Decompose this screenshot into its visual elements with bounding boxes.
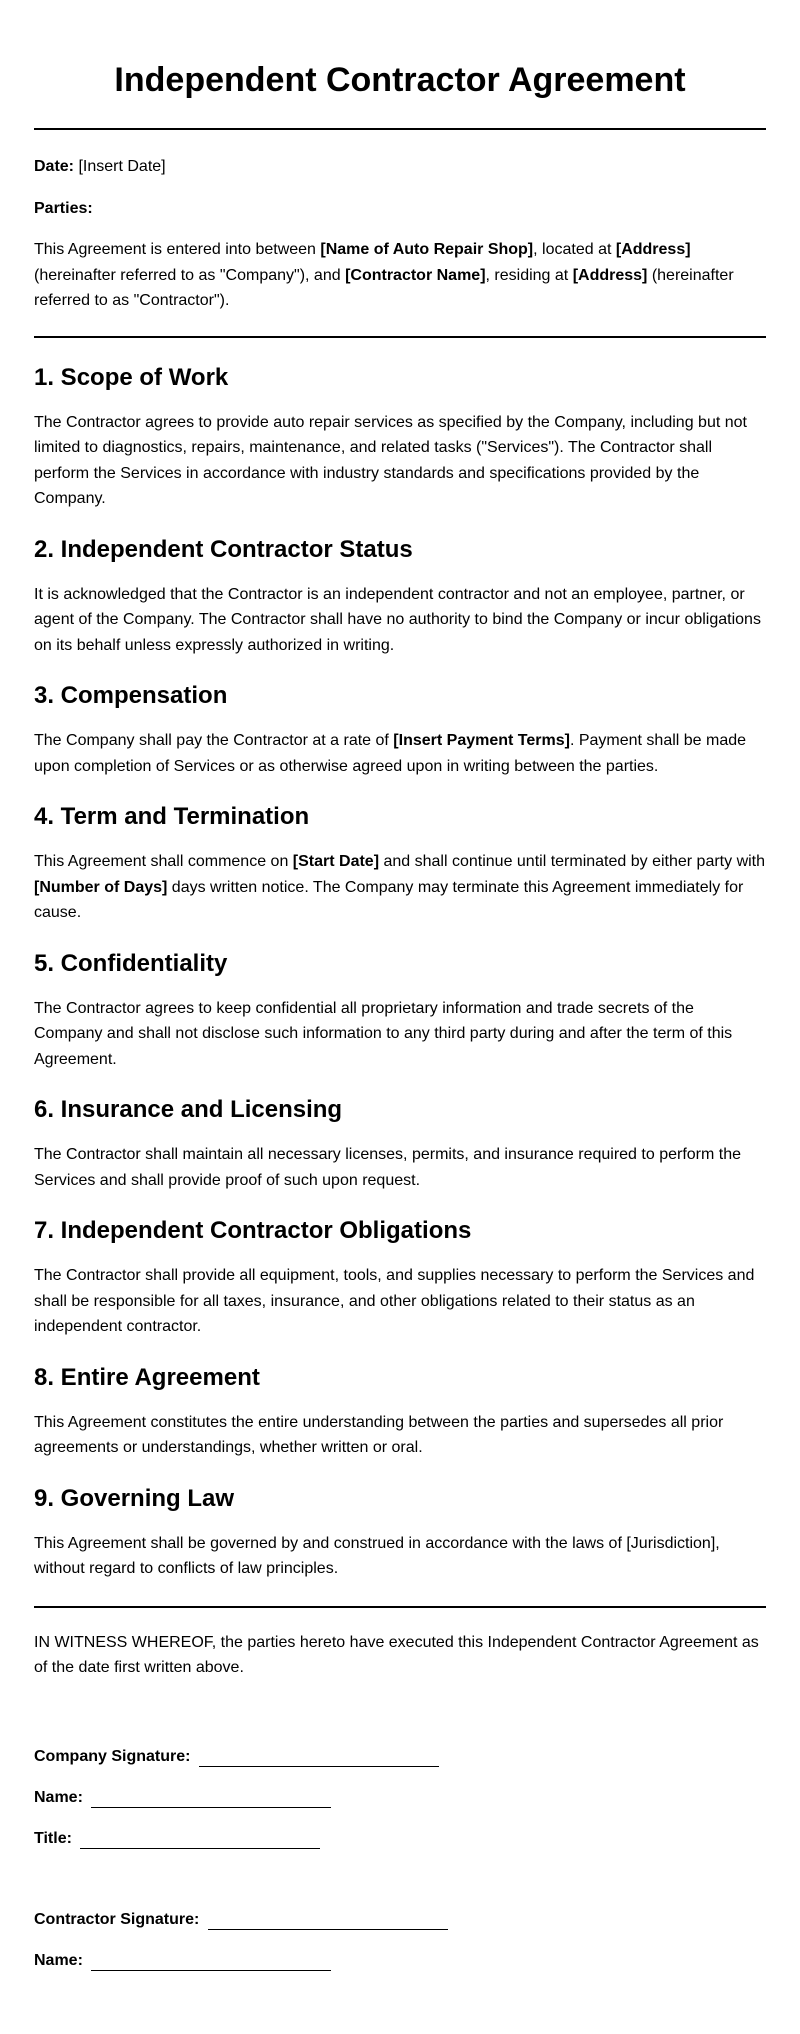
term-text-1: This Agreement shall commence on	[34, 853, 293, 870]
parties-text-3: (hereinafter referred to as "Company"), and	[34, 266, 346, 284]
section-heading: 9. Governing Law	[34, 1484, 235, 1512]
parties-paragraph	[34, 237, 766, 314]
section-heading: 1. Scope of Work	[34, 363, 229, 391]
company-title-label: Title:	[34, 1829, 77, 1847]
divider	[34, 128, 766, 130]
signature-blank[interactable]	[208, 1914, 448, 1930]
section-insurance-licensing	[34, 1096, 766, 1193]
payment-terms-placeholder: [Insert Payment Terms]	[393, 732, 570, 749]
parties-text-2: , located at	[533, 241, 616, 258]
section-contractor-status	[34, 536, 766, 659]
section-heading: 8. Entire Agreement	[34, 1363, 260, 1391]
section-scope-of-work	[34, 364, 766, 512]
company-name-line	[34, 1788, 766, 1808]
section-text: The Contractor shall maintain all necessary licenses, permits, and insurance required to perform the Services and shall provide proof of such upon request.	[34, 1146, 741, 1189]
section-contractor-obligations	[34, 1217, 766, 1340]
section-heading: 4. Term and Termination	[34, 803, 310, 830]
parties-line	[34, 196, 766, 222]
section-compensation	[34, 682, 766, 779]
date-label: Date:	[34, 158, 75, 175]
date-value: [Insert Date]	[78, 158, 166, 175]
start-date-placeholder: [Start Date]	[292, 853, 380, 870]
contractor-signature-line	[34, 1910, 766, 1930]
section-text: The Contractor agrees to keep confidential all proprietary information and trade secrets of the Company and shall not disclose such information to any third party during and after the term of this Agreement.	[34, 999, 733, 1068]
term-text-2: and shall continue until terminated by either party with	[379, 853, 766, 870]
divider	[34, 1606, 766, 1608]
spacer	[34, 1870, 766, 1910]
name-blank[interactable]	[91, 1792, 331, 1808]
section-text	[34, 728, 766, 779]
company-title-line	[34, 1829, 766, 1849]
contractor-signature-label: Contractor Signature:	[34, 1910, 204, 1928]
parties-text-1: This Agreement is entered into between	[34, 241, 321, 258]
section-term-termination	[34, 803, 766, 926]
term-text-3: days written notice. The Company may terminate this Agreement immediately for cause.	[34, 878, 744, 921]
signature-blank[interactable]	[199, 1751, 439, 1767]
section-entire-agreement	[34, 1364, 766, 1461]
spacer	[34, 1681, 766, 1747]
document-title: Independent Contractor Agreement	[114, 61, 686, 99]
name-blank[interactable]	[91, 1955, 331, 1971]
company-signature-label: Company Signature:	[34, 1747, 195, 1765]
company-name-label: Name:	[34, 1788, 88, 1806]
section-confidentiality	[34, 950, 766, 1073]
company-signature-line	[34, 1747, 766, 1767]
section-heading: 7. Independent Contractor Obligations	[34, 1217, 472, 1244]
section-text: This Agreement constitutes the entire understanding between the parties and supersedes all prior agreements or understandings, whether written or oral.	[34, 1413, 724, 1456]
title-blank[interactable]	[80, 1833, 320, 1849]
witness-paragraph: IN WITNESS WHEREOF, the parties hereto have executed this Independent Contractor Agreement as of the date first written above.	[34, 1633, 759, 1676]
section-text: The Contractor shall provide all equipment, tools, and supplies necessary to perform the Services and shall be responsible for all taxes, insurance, and other obligations related to their status as an independent contractor.	[34, 1267, 755, 1335]
section-heading: 2. Independent Contractor Status	[34, 535, 413, 563]
section-heading: 3. Compensation	[34, 682, 228, 709]
compensation-text-2: . Payment shall be made upon completion of Services or as otherwise agreed upon in writing between the parties.	[34, 732, 747, 775]
section-heading: 6. Insurance and Licensing	[34, 1096, 343, 1123]
compensation-text-1: The Company shall pay the Contractor at a rate of	[34, 732, 394, 749]
company-signature-block	[34, 1747, 766, 1849]
section-text: This Agreement shall be governed by and construed in accordance with the laws of [Jurisdiction], without regard to conflicts of law principles.	[34, 1534, 720, 1577]
company-name-placeholder: [Name of Auto Repair Shop]	[320, 241, 534, 258]
parties-text-4: , residing at	[485, 266, 573, 284]
contractor-signature-block	[34, 1910, 766, 1971]
number-of-days-placeholder: [Number of Days]	[34, 878, 168, 896]
contractor-address-placeholder: [Address]	[572, 266, 648, 284]
divider	[34, 336, 766, 338]
parties-label: Parties:	[34, 199, 93, 217]
date-line	[34, 154, 766, 180]
contractor-name-placeholder: [Contractor Name]	[345, 266, 486, 284]
company-address-placeholder: [Address]	[615, 241, 691, 258]
section-heading: 5. Confidentiality	[34, 949, 228, 977]
section-governing-law	[34, 1485, 766, 1582]
section-text	[34, 849, 766, 926]
parties-text-5: (hereinafter referred to as "Contractor").	[34, 266, 734, 309]
contractor-name-line	[34, 1951, 766, 1971]
section-text: The Contractor agrees to provide auto repair services as specified by the Company, including but not limited to diagnostics, repairs, maintenance, and related tasks ("Services"). The Contractor shall perform the Services in accordance with industry standards and specifications provided by the Company.	[34, 413, 747, 507]
contractor-name-label: Name:	[34, 1951, 88, 1969]
section-text: It is acknowledged that the Contractor is an independent contractor and not an employee, partner, or agent of the Company. The Contractor shall have no authority to bind the Company or incur obligations on its behalf unless expressly authorized in writing.	[34, 585, 761, 654]
